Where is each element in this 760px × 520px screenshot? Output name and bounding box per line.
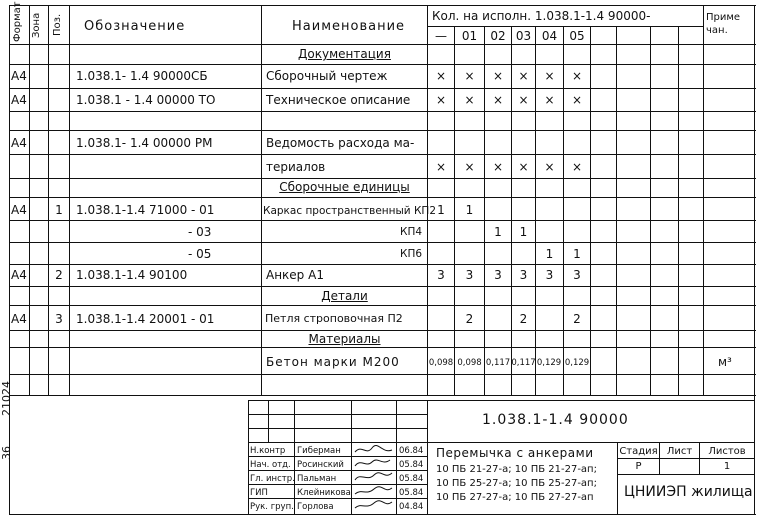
row-pos: 1 — [55, 203, 63, 217]
signer-role: Н.контр — [250, 446, 286, 456]
variant-header: 02 — [490, 29, 506, 43]
qty-cell: 0,117 — [511, 358, 536, 368]
row-format: А4 — [11, 268, 27, 282]
header-format: Формат — [12, 1, 23, 42]
row-name: Техническое описание — [266, 93, 411, 107]
row-pos: 2 — [55, 268, 63, 282]
qty-cell: × — [544, 93, 555, 107]
signer-role: Нач. отд. — [250, 460, 291, 470]
row-designation: - 03 — [188, 225, 212, 239]
margin-inv-number: 21024 — [0, 381, 13, 416]
qty-cell: 1 — [519, 225, 528, 239]
signer-name: Росинский — [297, 460, 344, 470]
signer-role: Рук. груп. — [250, 502, 294, 512]
qty-cell: × — [518, 93, 529, 107]
row-name: Ведомость расхода ма- — [266, 136, 415, 150]
signer-name: Гиберман — [297, 446, 341, 456]
titleblock-sheets-label: Листов — [708, 446, 746, 457]
header-designation: Обозначение — [84, 19, 186, 34]
row-designation: 1.038.1-1.4 90100 — [76, 268, 188, 282]
section-heading: Документация — [298, 47, 391, 61]
row-format: А4 — [11, 93, 27, 107]
row-note: м³ — [718, 355, 732, 369]
qty-cell: 0,129 — [564, 358, 590, 368]
qty-cell: × — [571, 93, 583, 107]
section-heading: Материалы — [308, 332, 381, 346]
row-name: Бетон марки М200 — [266, 355, 400, 369]
qty-cell: × — [571, 69, 583, 83]
signer-name: Клейникова — [297, 488, 351, 498]
signer-name: Горлова — [297, 502, 334, 512]
signer-name: Пальман — [297, 474, 337, 484]
qty-cell: × — [518, 69, 529, 83]
section-heading: Детали — [321, 289, 368, 303]
signer-date: 06.84 — [399, 446, 424, 456]
signer-date: 05.84 — [399, 488, 424, 498]
qty-cell: 3 — [519, 268, 528, 282]
variant-header: — — [435, 29, 447, 43]
signature-scribbles — [352, 442, 396, 514]
titleblock-code: 1.038.1-1.4 90000 — [482, 412, 629, 428]
qty-cell: × — [492, 69, 504, 83]
titleblock-sheet-label: Лист — [666, 446, 693, 457]
titleblock-variants-line: 10 ПБ 25-27-а; 10 ПБ 25-27-ап; — [436, 478, 597, 489]
qty-cell: × — [492, 160, 504, 174]
qty-cell: × — [464, 160, 475, 174]
qty-cell: 2 — [465, 312, 474, 326]
qty-cell: × — [518, 160, 529, 174]
header-pos: Поз. — [52, 13, 63, 36]
variant-header: 01 — [461, 29, 478, 43]
qty-cell: 2 — [573, 312, 581, 326]
qty-cell: × — [544, 160, 555, 174]
signer-date: 05.84 — [399, 460, 424, 470]
header-note-2: чан. — [706, 25, 728, 36]
header-note-1: Приме — [706, 12, 741, 23]
qty-cell: 1 — [437, 203, 445, 217]
header-name: Наименование — [292, 19, 406, 34]
header-qty: Кол. на исполн. 1.038.1-1.4 90000- — [432, 9, 651, 23]
qty-cell: × — [544, 69, 555, 83]
qty-cell: × — [571, 160, 583, 174]
signer-role: Гл. инстр. — [250, 474, 295, 484]
titleblock-organization: ЦНИИЭП жилища — [624, 484, 753, 500]
signer-date: 05.84 — [399, 474, 424, 484]
qty-cell: 3 — [573, 268, 581, 282]
qty-cell: 3 — [465, 268, 474, 282]
row-designation: 1.038.1-1.4 71000 - 01 — [76, 203, 215, 217]
row-designation: 1.038.1-1.4 20001 - 01 — [76, 312, 215, 326]
row-name: КП4 — [400, 226, 423, 238]
qty-cell: × — [492, 93, 504, 107]
row-designation: - 05 — [188, 247, 212, 261]
row-designation: 1.038.1- 1.4 90000СБ — [76, 69, 208, 83]
qty-cell: × — [464, 93, 475, 107]
qty-cell: × — [464, 69, 475, 83]
titleblock-stage-label: Стадия — [619, 446, 658, 457]
row-name: Сборочный чертеж — [266, 69, 388, 83]
signer-date: 04.84 — [399, 502, 424, 512]
qty-cell: 0,098 — [428, 358, 454, 368]
section-heading: Сборочные единицы — [279, 180, 410, 194]
qty-cell: 3 — [545, 268, 554, 282]
row-designation: 1.038.1- 1.4 00000 РМ — [76, 136, 213, 150]
qty-cell: 3 — [437, 268, 445, 282]
qty-cell: 1 — [465, 203, 474, 217]
variant-header: 05 — [569, 29, 585, 43]
row-name: Анкер А1 — [266, 268, 324, 282]
qty-cell: 1 — [573, 247, 581, 261]
row-name: Петля строповочная П2 — [265, 312, 403, 325]
signer-role: ГИП — [250, 488, 268, 498]
qty-cell: 1 — [545, 247, 554, 261]
titleblock-variants-line: 10 ПБ 27-27-а; 10 ПБ 27-27-ап — [436, 492, 594, 503]
header-zone: Зона — [31, 12, 42, 38]
variant-header: 03 — [515, 29, 532, 43]
row-name: Каркас пространственный КП2 — [263, 205, 436, 217]
row-format: А4 — [11, 312, 27, 326]
qty-cell: 0,129 — [536, 358, 562, 368]
row-pos: 3 — [55, 312, 63, 326]
titleblock-title: Перемычка с анкерами — [436, 446, 594, 460]
variant-header: 04 — [541, 29, 558, 43]
row-name: КП6 — [400, 248, 423, 260]
qty-cell: × — [435, 93, 447, 107]
titleblock-stage: Р — [635, 461, 642, 472]
row-format: А4 — [11, 69, 27, 83]
qty-cell: 2 — [519, 312, 528, 326]
qty-cell: × — [435, 69, 447, 83]
row-designation: 1.038.1 - 1.4 00000 ТО — [76, 93, 216, 107]
qty-cell: × — [435, 160, 447, 174]
qty-cell: 0,098 — [457, 358, 482, 368]
qty-cell: 0,117 — [485, 358, 511, 368]
row-format: А4 — [11, 203, 27, 217]
row-name: териалов — [266, 160, 326, 174]
titleblock-sheets: 1 — [723, 461, 731, 472]
titleblock-variants-line: 10 ПБ 21-27-а; 10 ПБ 21-27-ап; — [436, 464, 597, 475]
margin-sheet-number: 36 — [0, 446, 13, 460]
qty-cell: 3 — [494, 268, 502, 282]
qty-cell: 1 — [494, 225, 502, 239]
row-format: А4 — [11, 136, 27, 150]
